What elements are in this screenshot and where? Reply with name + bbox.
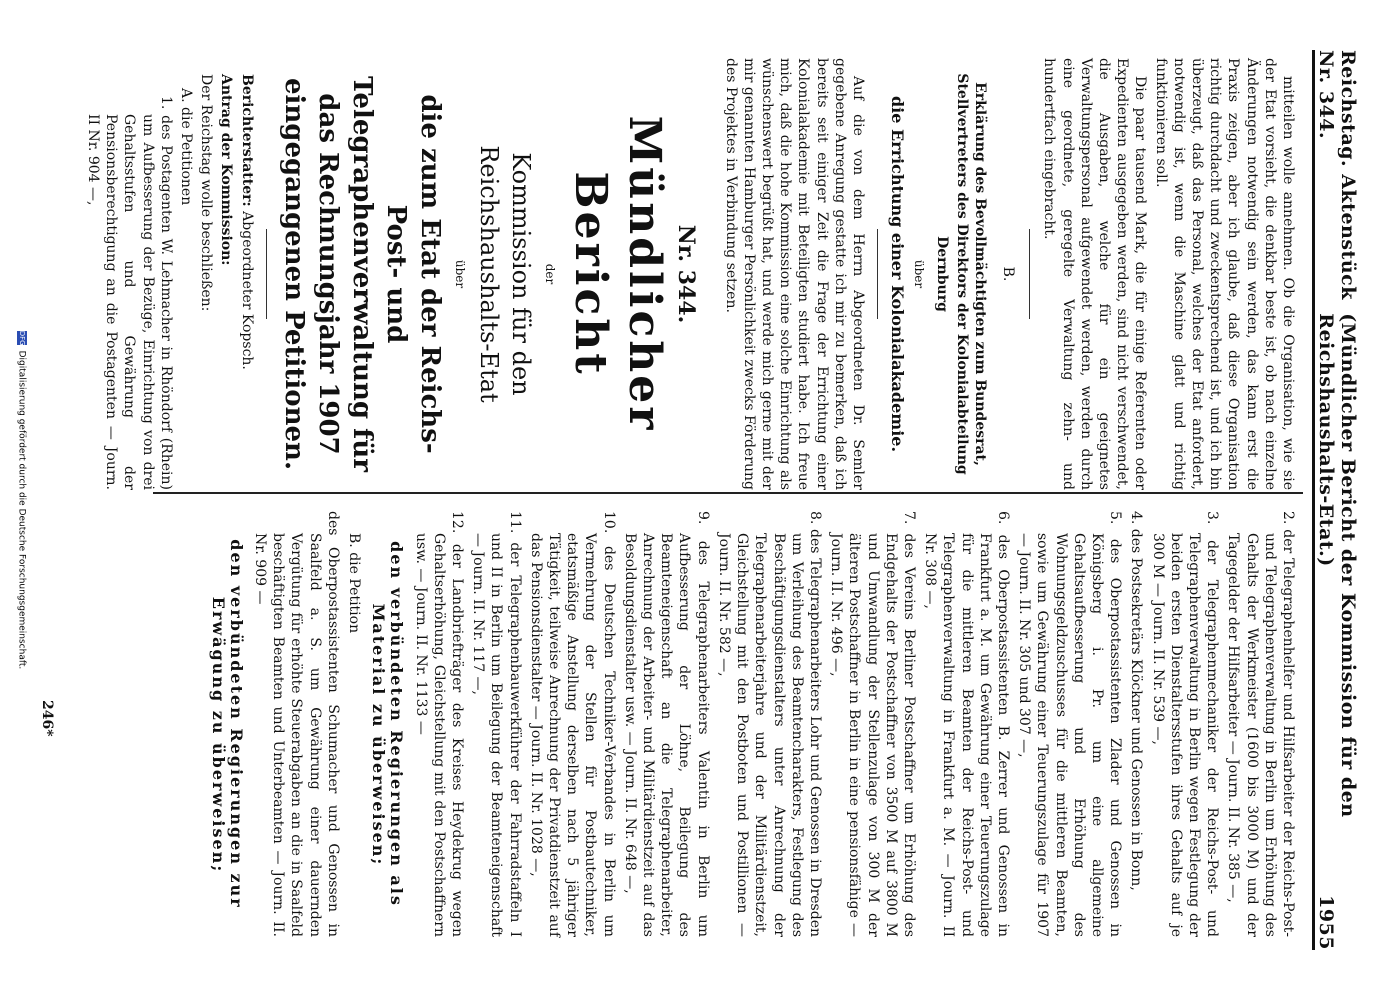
dfg-logo-icon: DFG xyxy=(18,330,26,346)
petition-item: 10. des Deutschen Techniker-Verbandes in Berlin um Vermehrung der Stellen für Postbautechniker, etatsmäßige Anstellung derselben nach 5 jähriger Tätigkeit, teilweise Anrechnung der Privatdienstzeit auf das Pensionsdienstalter — Journ. II. Nr. 1028 —, xyxy=(527,511,617,937)
declaration-text: Auf die von dem Herrn Abgeordneten Dr. Semler gegebene Anregung gestatte ich mir zu bemerken, daß ich bereits seit einiger Zeit die Frage der Errichtung einer Kolonialakademie mit Beteiligten studiert habe. Ich freue mich, daß die hohe Kommission eine solche Einrichtung als wünschenswert begrüßt hat, und werde mich gerne mit der mir genannten Hamburger Persönlichkeit zwecks Förderung des Projektes in Verbindung setzen. xyxy=(722,58,866,490)
section-a-label: A. die Petitionen xyxy=(178,88,195,206)
intro-paragraph-1: mitteilen wolle annehmen. Ob die Organisation, wie sie der Etat vorsieht, die denkbar beste ist, ob nach einzelne Änderungen notwendig sein werden, das kann erst die Praxis zeigen, aber ich glaube, daß diese Organisation richtig durchdacht und zweckentsprechend ist, und ich bin überzeugt, daß das Personal, welches der Etat anfordert, notwendig ist, wenn die Maschine glatt und richtig funktionieren soll. xyxy=(1152,58,1296,490)
section-b-text: des Oberpostassistenten Schumacher und Genossen in Saalfeld a. S. um Gewährung einer dauernden Vergütung für erhöhte Steuerabgaben an die in Saalfeld beschäftigten Beamten und Unterbeamten — Journ. II. Nr. 909 — xyxy=(252,511,341,937)
rapporteur-name: Abgeordneter Kopsch. xyxy=(238,211,255,370)
referral-governments-consideration: den verbündeten Regierungen zur Erwägung zu überweisen; xyxy=(208,539,246,909)
petition-item: 8. des Telegraphenarbeiters Lohr und Genossen in Dresden um Verleihung des Beamtencharakters, Festlegung des Beschäftigungsdienstalters unter Anrechnung der Telegraphenarbeiterjahre und der Militärdienstzeit, Gleichstellung mit den Postboten und Postillionen — Journ. II. Nr. 582 —, xyxy=(715,511,823,937)
declaration-subject: die Errichtung einer Kolonialakademie. xyxy=(888,95,908,453)
footer-text: Digitalisierung gefördert durch die Deutsche Forschungsgemeinschaft. xyxy=(16,350,27,670)
motion-label: Antrag der Kommission: xyxy=(218,74,235,266)
section-b-label: B. die Petition xyxy=(346,533,363,634)
separator xyxy=(1029,229,1030,319)
petition-item: 7. des Vereins Berliner Postschaffner um Erhöhung des Endgehalts der Postschaffner von 3500 M auf 3800 M und Umwandlung der Stellenzulage von 300 M der älteren Postschaffner in Berlin in eine pensionsfähige — Journ. II. Nr. 496 —, xyxy=(828,511,917,937)
report-subject: die zum Etat der Reichs-Post- und Telegraphenverwaltung für das Rechnungsjahr 1907 eingegangenen Petitionen. xyxy=(278,76,445,472)
motion-intro: Der Reichstag wolle beschließen: xyxy=(198,74,215,312)
petition-item: 11. der Telegraphenbauwerkführer der Fahrradstaffeln I und II in Berlin um Beilegung der Beamteneigenschaft — Journ. II. Nr. 117 —, xyxy=(470,511,523,937)
intro-paragraph-2: Die paar tausend Mark, die für einige Referenten oder Expedienten ausgegeben werden, sind nicht verschwendet, die Ausgaben, welche für ein geeignetes Verwaltungspersonal aufgewendet werden, werden durch eine geordnete, geregelte Verwaltung zehn- und hundertfach eingebracht. xyxy=(1041,58,1149,490)
footer-credit xyxy=(17,0,28,1000)
page-number: 246* xyxy=(39,700,55,737)
petition-item: 9. des Telegraphenarbeiters Valentin in Berlin um Aufbesserung der Löhne, Beilegung des Beamteneigenschaft an die Telegraphenarbeiter, Anrechnung der Arbeiter- und Militärdienstzeit auf das Besoldungsdienstalter usw. — Journ. II. Nr. 648 —, xyxy=(621,511,711,937)
right-column xyxy=(172,505,1297,937)
section-letter: B. xyxy=(1000,266,1017,282)
page-header xyxy=(1312,50,1359,950)
rapporteur-label: Berichterstatter: xyxy=(238,74,255,207)
report-title: Mündlicher Bericht xyxy=(565,115,671,433)
petition-item: 5. des Oberpostassistenten Zlader und Genossen in Königsberg i. Pr. um eine allgemeine Gehaltsaufbesserung und Erhöhung des Wohnungsgeldzuschusses für die mittleren Beamten, sowie um Gewährung einer Teuerungszulage für 1907 — Journ. II. Nr. 305 und 307 —, xyxy=(1016,511,1124,937)
referral-governments-material: den verbündeten Regierungen als Material zu überweisen; xyxy=(369,541,407,907)
declaration-name: Dernburg xyxy=(933,236,950,312)
column-divider xyxy=(153,492,1303,494)
report-der: der xyxy=(543,263,558,285)
petition-item-1: 1. des Postagenten W. Lehmacher in Rhöndorf (Rhein) um Aufbesserung der Bezüge, Einrichtung von drei Gehaltsstufen und Gewährung der Pensionsberechtigung an die Postagenten — Journ. II Nr. 904 —, xyxy=(85,96,174,490)
document-number: Nr. 344. xyxy=(673,224,700,324)
petition-item: 12. der Landbriefträger des Kreises Heydekrug wegen Gehaltserhöhung, Gleichstellung mit den Postschaffnern usw. — Journ. II. Nr. 1133 — xyxy=(412,511,466,937)
header-title: (Mündlicher Bericht der Kommission für den Reichshaushalts-Etat.) xyxy=(1315,313,1359,818)
header-left: Reichstag. Aktenstück Nr. 344. xyxy=(1315,50,1359,300)
left-column xyxy=(85,58,1297,490)
header-page-number: 1955 xyxy=(1315,895,1337,950)
petition-item: 2. der Telegraphenhelfer und Hilfsarbeiter der Reichs-Post- und Telegraphenverwaltung in Berlin um Erhöhung des Gehalts der Werkmeister (1600 bis 3000 M) und der Tagegelder der Hilfsarbeiter — Journ. II. Nr. 385 —, xyxy=(1225,511,1296,937)
petition-item: 4. des Postsekretärs Klöckner und Genossen in Bonn, xyxy=(1128,511,1145,891)
separator xyxy=(877,229,878,319)
commission-name: Kommission für den Reichshaushalts-Etat xyxy=(474,145,535,403)
petition-item: 3. der Telegraphenmechaniker der Reichs-Post- und Telegraphenverwaltung in Berlin wegen Festlegung der beiden ersten Dienstaltersstufen ihres Gehalts auf je 300 M — Journ. II. Nr. 539 —, xyxy=(1149,511,1221,937)
separator xyxy=(266,229,267,319)
petition-item: 6. des Oberpostassistenten B. Zerrer und Genossen in Frankfurt a. M. um Gewährung einer Teuerungszulage für die mittleren Beamten der Reichs-Post- und Telegraphenverwaltung in Frankfurt a. M. — Journ. II Nr. 308 —, xyxy=(922,511,1011,937)
report-ueber: über xyxy=(452,259,467,289)
declaration-ueber: über xyxy=(912,259,927,289)
declaration-title: Erklärung des Bevollmächtigten zum Bundesrat, Stellvertreters des Direktors der Kolonialabteilung xyxy=(953,73,988,475)
